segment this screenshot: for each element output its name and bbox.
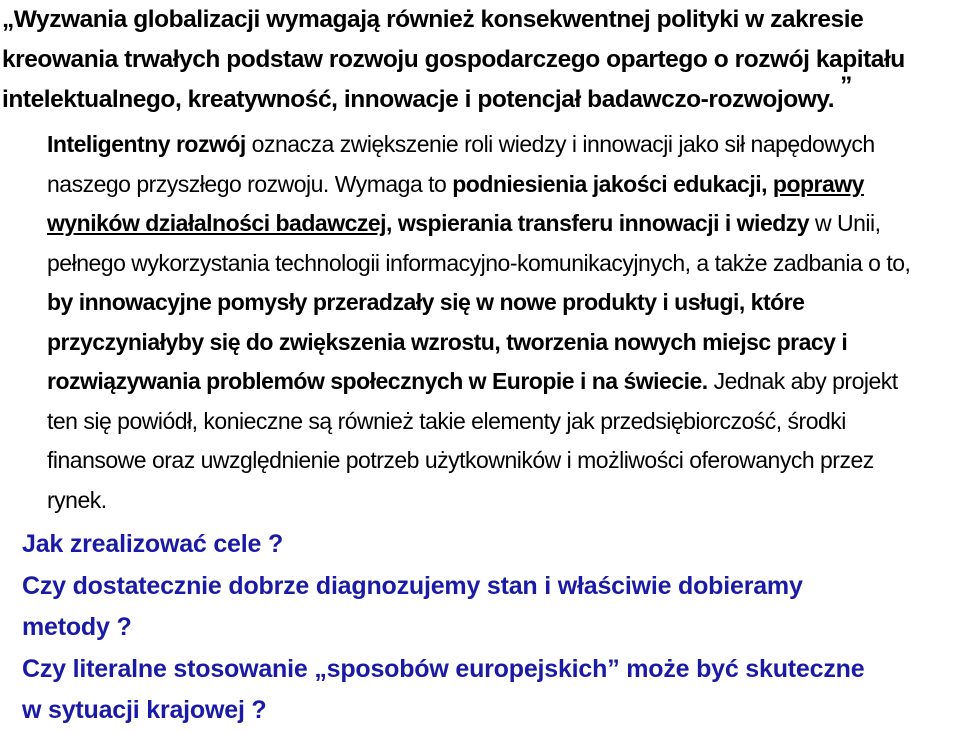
quote-line-text: intelektualnego, kreatywność, innowacje i potencjał badawczo-rozwojowy. (2, 86, 835, 113)
paragraph-line (47, 362, 927, 402)
paragraph-line (47, 441, 927, 481)
plain-text: Jednak aby projekt (707, 368, 898, 394)
question-2-line-2: metody ? (22, 613, 132, 641)
plain-text: naszego przyszłego rozwoju. Wymaga to (47, 170, 453, 197)
plain-text: rynek. (47, 486, 107, 513)
bold-text: rozwiązywania problemów społecznych w Europie i na świecie. (47, 368, 708, 394)
main-paragraph (47, 125, 927, 520)
bold-text: Inteligentny rozwój (47, 131, 246, 157)
bold-text: by innowacyjne pomysły przeradzały się w nowe produkty i usługi, które (47, 289, 805, 315)
bold-text: wspierania transferu innowacji i wiedzy (391, 210, 810, 236)
quote-line (2, 72, 942, 120)
closing-quote-mark: ” (840, 72, 852, 99)
question-2-line-1: Czy dostatecznie dobrze diagnozujemy stan i właściwie dobieramy (22, 571, 803, 600)
question-1: Jak zrealizować cele ? (22, 530, 284, 558)
paragraph-line (47, 204, 927, 244)
paragraph-line (47, 165, 927, 205)
question-3-line-2: w sytuacji krajowej ? (22, 696, 267, 724)
plain-text: pełnego wykorzystania technologii informacyjno-komunikacyjnych, a także zadbania o to, (47, 249, 911, 276)
bold-underlined-text: wyników działalności badawczej, (47, 210, 392, 236)
bold-text: podniesienia jakości edukacji, (452, 170, 773, 197)
paragraph-line (47, 244, 927, 284)
bold-text: przyczyniałyby się do zwiększenia wzrostu, tworzenia nowych miejsc pracy i (47, 328, 848, 355)
quote-line: kreowania trwałych podstaw rozwoju gospodarczego opartego o rozwój kapitału (2, 46, 905, 73)
paragraph-line (47, 125, 927, 165)
quote-line: „Wyzwania globalizacji wymagają również konsekwentnej polityki w zakresie (2, 6, 864, 33)
plain-text: w Unii, (809, 210, 881, 236)
paragraph-line (47, 402, 927, 442)
questions-block (22, 524, 957, 732)
paragraph-line (47, 481, 927, 521)
question-3-line-1: Czy literalne stosowanie „sposobów europejskich” może być skuteczne (22, 654, 865, 683)
plain-text: finansowe oraz uwzględnienie potrzeb użytkowników i możliwości oferowanych przez (47, 447, 874, 473)
plain-text: oznacza zwiększenie roli wiedzy i innowacji jako sił napędowych (245, 131, 875, 157)
plain-text: ten się powiódł, konieczne są również takie elementy jak przedsiębiorczość, środki (47, 407, 846, 434)
quote-block (2, 0, 942, 120)
paragraph-line (47, 283, 927, 323)
bold-underlined-text: poprawy (772, 170, 864, 197)
paragraph-line (47, 323, 927, 363)
